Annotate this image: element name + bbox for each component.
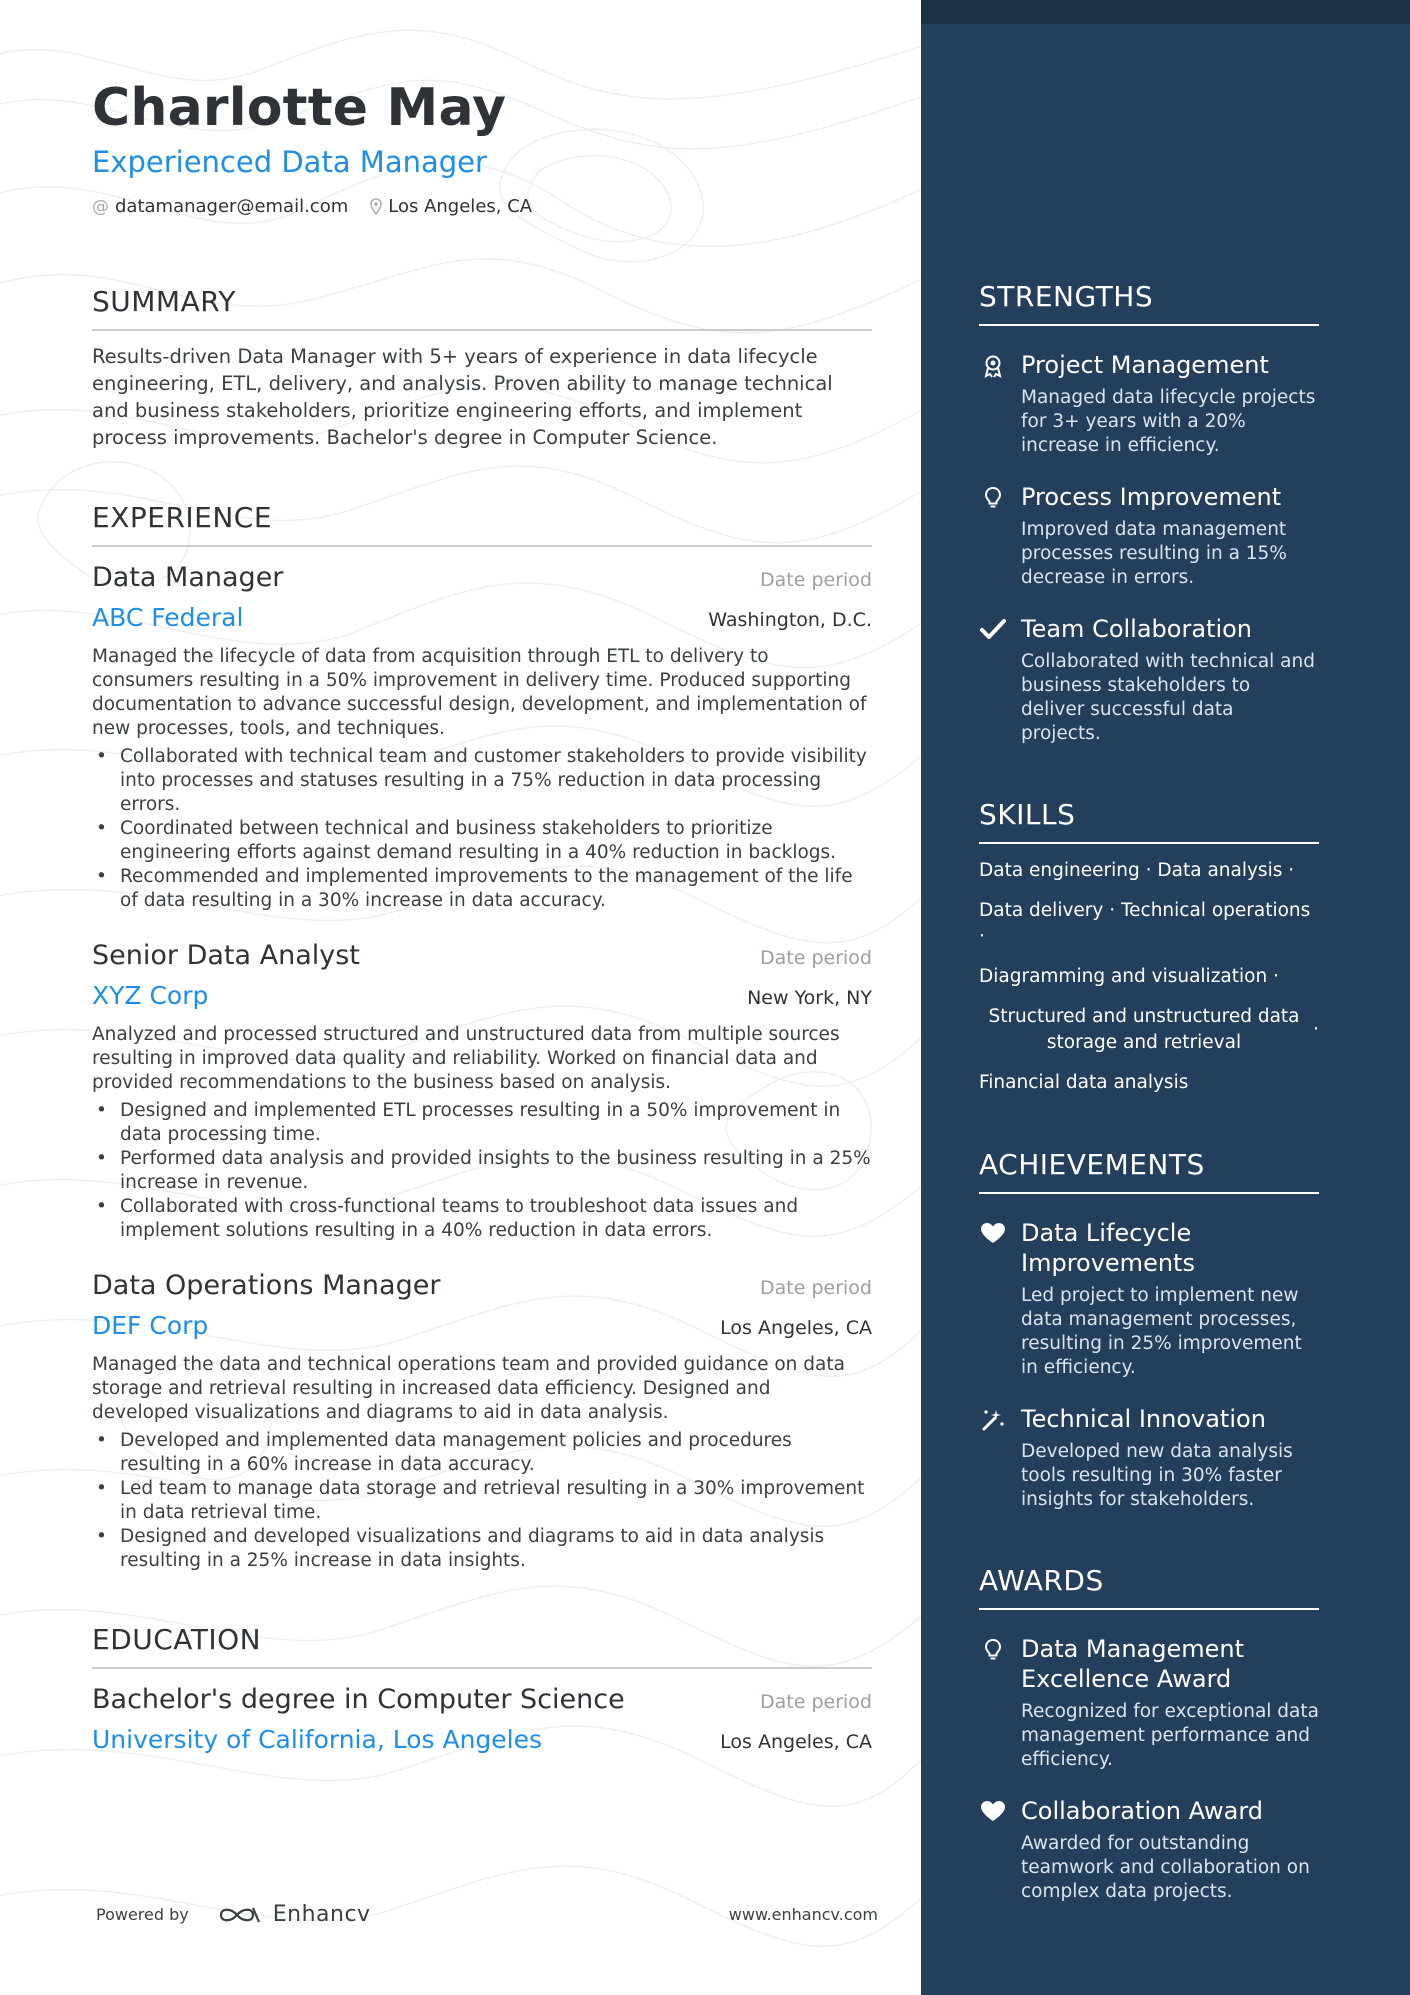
sidebar — [921, 0, 1410, 1995]
awards-heading: AWARDS — [979, 1564, 1319, 1610]
enhancv-logo-icon — [215, 1904, 263, 1926]
job-location: New York, NY — [747, 987, 872, 1009]
location-contact — [370, 196, 532, 217]
strength-text: Improved data management processes resulting in a 15% decrease in errors. — [1021, 519, 1287, 588]
job-company: ABC Federal — [92, 603, 244, 632]
job-role: Senior Data Analyst — [92, 940, 360, 971]
powered-by-label: Powered by — [96, 1905, 189, 1924]
job-bullet: • Designed and developed visualizations and diagrams to aid in data analysis resulting in a 25% increase in data insights. — [92, 1525, 872, 1573]
education-date: Date period — [760, 1691, 872, 1713]
location-text: Los Angeles, CA — [388, 196, 533, 217]
experience-entry — [92, 1269, 872, 1573]
skill-line: Financial data analysis — [979, 1072, 1189, 1093]
skill-line: Data delivery · Technical operations · — [979, 900, 1311, 947]
award-text: Recognized for exceptional data management performance and efficiency. — [1021, 1701, 1319, 1770]
skill-separator: · — [1313, 1019, 1319, 1040]
candidate-name: Charlotte May — [92, 78, 507, 138]
heart-icon — [980, 1222, 1006, 1244]
achievement-item — [979, 1404, 1319, 1512]
degree: Bachelor's degree in Computer Science — [92, 1684, 625, 1715]
strength-item — [979, 350, 1319, 458]
school: University of California, Los Angeles — [92, 1725, 543, 1754]
education-heading: EDUCATION — [92, 1623, 872, 1669]
job-date: Date period — [760, 947, 872, 969]
achievement-title: Data Lifecycle Improvements — [1021, 1219, 1195, 1277]
job-bullet: • Recommended and implemented improvements to the management of the life of data resulting in a 30% increase in data accuracy. — [92, 865, 872, 913]
job-role: Data Manager — [92, 562, 284, 593]
heart-icon — [980, 1800, 1006, 1822]
email-contact[interactable] — [92, 196, 348, 217]
strength-text: Managed data lifecycle projects for 3+ years with a 20% increase in efficiency. — [1021, 387, 1316, 456]
job-bullet: • Developed and implemented data management policies and procedures resulting in a 60% increase in data accuracy. — [92, 1429, 872, 1477]
job-role: Data Operations Manager — [92, 1270, 441, 1301]
strength-item — [979, 482, 1319, 590]
strength-text: Collaborated with technical and business stakeholders to deliver successful data projects. — [1021, 651, 1315, 744]
footer — [96, 1902, 878, 1927]
job-bullet: • Collaborated with technical team and customer stakeholders to provide visibility into processes and statuses resulting in a 75% reduction in data processing errors. — [92, 745, 872, 817]
award-item — [979, 1634, 1319, 1772]
candidate-title: Experienced Data Manager — [92, 145, 487, 179]
at-icon: @ — [92, 196, 109, 217]
enhancv-logo[interactable] — [215, 1902, 371, 1927]
experience-heading: EXPERIENCE — [92, 501, 872, 547]
strength-title: Team Collaboration — [1021, 615, 1253, 643]
job-bullet: • Designed and implemented ETL processes resulting in a 50% improvement in data processing time. — [92, 1099, 872, 1147]
skills-list — [979, 858, 1319, 1096]
award-title: Data Management Excellence Award — [1021, 1635, 1245, 1693]
education-entry — [92, 1683, 872, 1757]
job-bullet: • Collaborated with cross-functional teams to troubleshoot data issues and implement solutions resulting in a 40% reduction in data errors. — [92, 1195, 872, 1243]
job-bullet: • Coordinated between technical and business stakeholders to prioritize engineering efforts against demand resulting in a 40% reduction in backlogs. — [92, 817, 872, 865]
job-bullet: • Performed data analysis and provided insights to the business resulting in a 25% increase in revenue. — [92, 1147, 872, 1195]
achievements-heading: ACHIEVEMENTS — [979, 1148, 1319, 1194]
job-company: DEF Corp — [92, 1311, 209, 1340]
contact-info — [92, 196, 872, 217]
award-text: Awarded for outstanding teamwork and collaboration on complex data projects. — [1021, 1833, 1310, 1902]
job-bullets — [92, 1429, 872, 1573]
summary-heading: SUMMARY — [92, 285, 872, 331]
job-description: Managed the lifecycle of data from acquisition through ETL to delivery to consumers resulting in a 50% improvement in delivery time. Produced supporting documentation to advance successful design, development, and implementation of new processes, tools, and techniques. — [92, 646, 867, 739]
award-title: Collaboration Award — [1021, 1797, 1264, 1825]
magic-wand-icon — [981, 1408, 1005, 1432]
job-description: Managed the data and technical operations team and provided guidance on data storage and retrieval resulting in increased data efficiency. Designed and developed visualizations and diagrams to aid in data analysis. — [92, 1354, 845, 1423]
strength-title: Process Improvement — [1021, 483, 1282, 511]
skill-line: Diagramming and visualization · — [979, 966, 1279, 987]
education-location: Los Angeles, CA — [720, 1731, 872, 1753]
achievement-text: Developed new data analysis tools resulting in 30% faster insights for stakeholders. — [1021, 1441, 1293, 1510]
achievement-title: Technical Innovation — [1021, 1405, 1266, 1433]
email-text: datamanager@email.com — [115, 196, 349, 217]
skill-line — [979, 1004, 1319, 1056]
job-location: Washington, D.C. — [708, 609, 872, 631]
job-description: Analyzed and processed structured and unstructured data from multiple sources resulting in improved data quality and reliability. Worked on financial data and provided recommendations to the business based on analysis. — [92, 1024, 840, 1093]
skill-line: Data engineering · Data analysis · — [979, 860, 1295, 881]
strength-title: Project Management — [1021, 351, 1269, 379]
experience-entry — [92, 561, 872, 913]
pin-icon — [370, 198, 382, 215]
sidebar-top-bar — [921, 0, 1410, 24]
job-bullets — [92, 745, 872, 913]
strengths-heading: STRENGTHS — [979, 280, 1319, 326]
award-item — [979, 1796, 1319, 1904]
strength-item — [979, 614, 1319, 746]
job-date: Date period — [760, 569, 872, 591]
experience-entry — [92, 939, 872, 1243]
summary-text: Results-driven Data Manager with 5+ years of experience in data lifecycle engineering, ETL, delivery, and analysis. Proven ability to manage technical and business stakeholders, prioritize engineering efforts, and implement process improvements. Bachelor's degree in Computer Science. — [92, 345, 833, 449]
skills-heading: SKILLS — [979, 798, 1319, 844]
website-link[interactable]: www.enhancv.com — [728, 1905, 878, 1924]
job-bullets — [92, 1099, 872, 1243]
checkmark-icon — [980, 618, 1006, 640]
job-location: Los Angeles, CA — [720, 1317, 872, 1339]
job-date: Date period — [760, 1277, 872, 1299]
achievement-text: Led project to implement new data management processes, resulting in 25% improvement in efficiency. — [1021, 1285, 1302, 1378]
award-ribbon-icon — [982, 354, 1004, 378]
skill-text: Structured and unstructured data storage and retrieval — [988, 1006, 1300, 1053]
job-bullet: • Led team to manage data storage and retrieval resulting in a 30% improvement in data retrieval time. — [92, 1477, 872, 1525]
achievement-item — [979, 1218, 1319, 1380]
enhancv-logo-text: Enhancv — [272, 1902, 371, 1927]
lightbulb-icon — [984, 486, 1002, 510]
lightbulb-icon — [984, 1638, 1002, 1662]
job-company: XYZ Corp — [92, 981, 209, 1010]
